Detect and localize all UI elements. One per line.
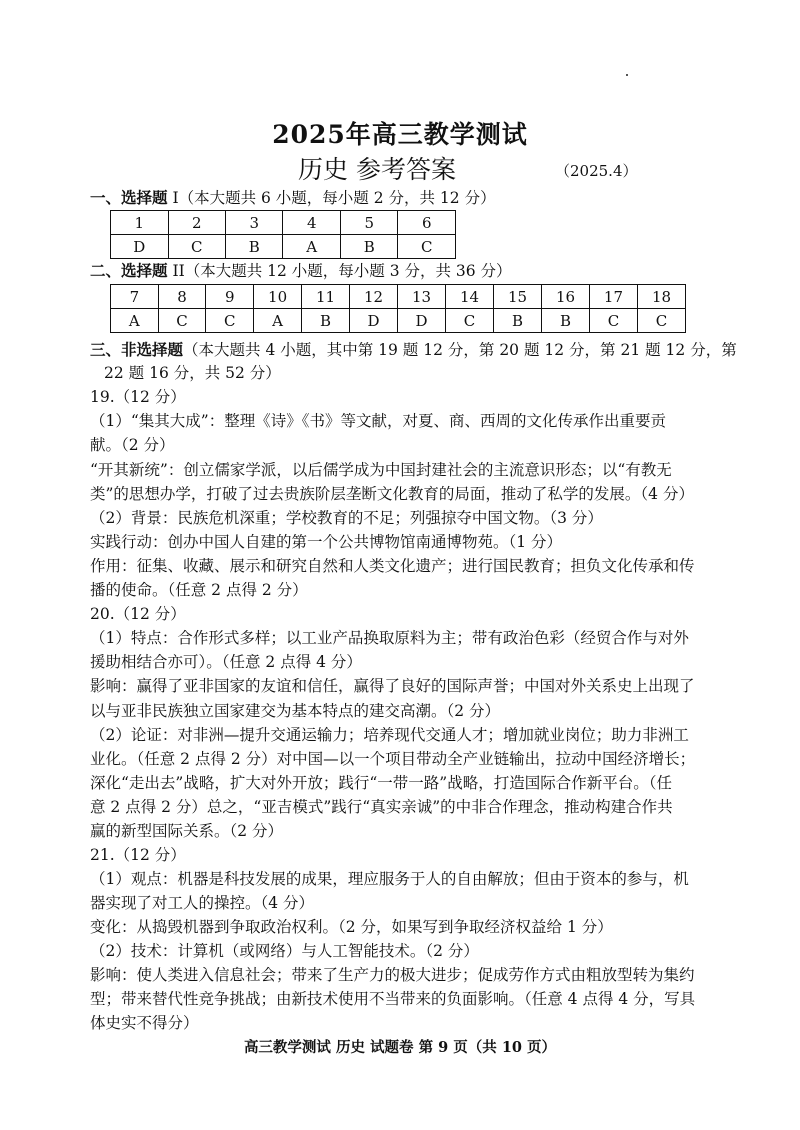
page-footer: 高三教学测试 历史 试题卷 第 9 页（共 10 页） [243,1039,557,1056]
answer-cell: C [637,309,685,333]
body-line: 20.（12 分） [90,605,186,623]
answer-cell: A [111,309,159,333]
section1-label: 一、选择题 [90,188,168,207]
answer-table-2-answers [111,309,686,333]
question-number: 12 [350,285,398,309]
body-line: 意 2 点得 2 分）总之，“亚吉模式”践行“真实亲诚”的中非合作理念，推动构建合作共 [90,798,673,816]
question-number: 3 [226,211,283,235]
section2-heading [90,260,512,282]
section3-label: 三、非选择题 [90,340,184,359]
answer-cell: B [340,235,397,259]
answer-cell: D [398,309,446,333]
body-line: 作用：征集、收藏、展示和研究自然和人类文化遗产；进行国民教育；担负文化传承和传 [90,557,695,575]
body-line: 赢的新型国际关系。（2 分） [90,822,284,840]
body-line: 播的使命。（任意 2 点得 2 分） [90,581,308,599]
answer-table-1-answers [111,235,456,259]
answer-cell: B [542,309,590,333]
body-line: 变化：从捣毁机器到争取政治权利。（2 分，如果写到争取经济权益给 1 分） [90,918,613,936]
question-number: 13 [398,285,446,309]
section3-heading [90,339,737,361]
body-line: （2）论证：对非洲—提升交通运输力；培养现代交通人才；增加就业岗位；助力非洲工 [90,726,689,744]
body-line: 器实现了对工人的操控。（4 分） [90,894,315,912]
answer-cell: C [446,309,494,333]
section1-heading [90,187,496,209]
body-line: 实践行动：创办中国人自建的第一个公共博物馆南通博物苑。（1 分） [90,533,563,551]
question-number: 2 [168,211,226,235]
question-number: 18 [637,285,685,309]
body-line: （1）观点：机器是科技发展的成果，理应服务于人的自由解放；但由于资本的参与，机 [90,870,689,888]
question-number: 15 [494,285,542,309]
page-title: 2025年高三教学测试 [272,120,528,149]
answer-cell: B [226,235,283,259]
question-number: 14 [446,285,494,309]
answer-table-2 [110,284,686,333]
section2-desc: II（本大题共 12 小题，每小题 3 分，共 36 分） [167,262,512,280]
question-number: 11 [302,285,350,309]
answer-cell: D [350,309,398,333]
answer-table-2-numbers [111,285,686,309]
section3-heading-cont: 22 题 16 分，共 52 分） [104,364,281,382]
answer-cell: C [398,235,456,259]
body-line: “开其新统”：创立儒家学派，以后儒学成为中国封建社会的主流意识形态；以“有教无 [90,461,672,479]
body-line: 19.（12 分） [90,388,186,406]
question-number: 8 [158,285,206,309]
exam-date: （2025.4） [555,162,638,180]
question-number: 4 [283,211,340,235]
answer-cell: B [302,309,350,333]
section1-desc: I（本大题共 6 小题，每小题 2 分，共 12 分） [167,189,496,207]
body-line: （1）“集其大成”：整理《诗》《书》等文献，对夏、商、西周的文化传承作出重要贡 [90,412,666,430]
question-number: 10 [254,285,302,309]
answer-cell: C [168,235,226,259]
answer-cell: C [158,309,206,333]
question-number: 1 [111,211,169,235]
body-line: 业化。（任意 2 点得 2 分）对中国—以一个项目带动全产业链输出，拉动中国经济增长； [90,750,696,768]
body-line: 影响：赢得了亚非国家的友谊和信任，赢得了良好的国际声誉；中国对外关系史上出现了 [90,677,695,695]
section2-label: 二、选择题 [90,261,168,280]
body-line: 影响：使人类进入信息社会；带来了生产力的极大进步；促成劳作方式由粗放型转为集约 [90,966,695,984]
question-number: 5 [340,211,397,235]
page-subtitle: 历史 参考答案 [298,155,456,184]
answer-table-1-numbers [111,211,456,235]
body-line: 21.（12 分） [90,846,186,864]
answer-cell: C [589,309,637,333]
answer-table-1 [110,210,456,259]
body-line: 类”的思想办学，打破了过去贵族阶层垄断文化教育的局面，推动了私学的发展。（4 分） [90,485,694,503]
body-line: 深化“走出去”战略，扩大对外开放；践行“一带一路”战略，打造国际合作新平台。（任 [90,774,672,792]
body-line: 以与亚非民族独立国家建交为基本特点的建交高潮。（2 分） [90,702,501,720]
scan-speck [626,74,628,76]
body-line: （2）背景：民族危机深重；学校教育的不足；列强掠夺中国文物。（3 分） [90,509,603,527]
answer-cell: A [283,235,340,259]
answer-cell: B [494,309,542,333]
body-line: 献。（2 分） [90,436,175,454]
answer-cell: C [206,309,254,333]
body-line: 型；带来替代性竞争挑战；由新技术使用不当带来的负面影响。（任意 4 点得 4 分，写具 [90,990,696,1008]
question-number: 9 [206,285,254,309]
question-number: 6 [398,211,456,235]
answer-cell: A [254,309,302,333]
body-line: （1）特点：合作形式多样；以工业产品换取原料为主；带有政治色彩（经贸合作与对外 [90,629,689,647]
section3-desc: （本大题共 4 小题，其中第 19 题 12 分，第 20 题 12 分，第 21 题 12 分，第 [183,341,737,359]
body-line: （2）技术：计算机（或网络）与人工智能技术。（2 分） [90,942,479,960]
answer-cell: D [111,235,169,259]
question-number: 7 [111,285,159,309]
question-number: 16 [542,285,590,309]
question-number: 17 [589,285,637,309]
body-line: 援助相结合亦可）。（任意 2 点得 4 分） [90,653,362,671]
body-line: 体史实不得分） [90,1014,199,1032]
